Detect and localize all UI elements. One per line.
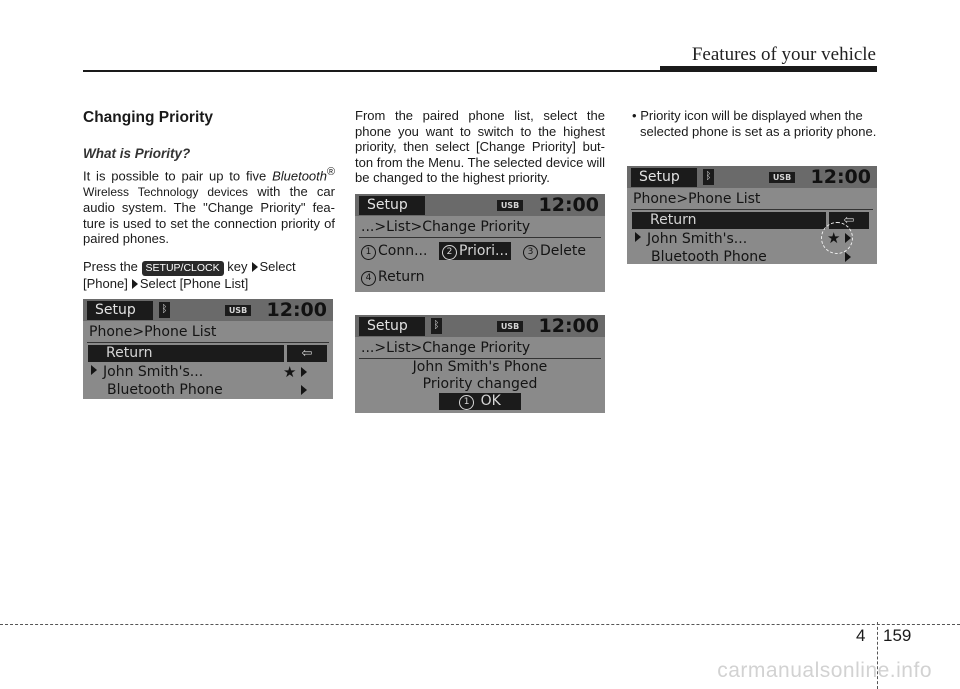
column-right (628, 108, 878, 151)
instruction: Press the SETUP/CLOCK key Select [Phone] Select [Phone List] (83, 258, 296, 291)
setup-tab: Setup (87, 301, 153, 320)
screen-phone-list (83, 299, 333, 399)
bluetooth-icon: ᛒ (703, 169, 714, 185)
priority-icon-note: • Priority icon will be displayed when the selected phone is set as a priority phone. (632, 108, 877, 139)
section-title: Features of your vehicle (691, 44, 876, 65)
back-icon: ⇦ (829, 212, 869, 229)
clock-display: 12:00 (538, 315, 599, 337)
bluetooth-icon: ᛒ (431, 318, 442, 334)
page-number: 159 (883, 626, 912, 645)
chapter-number: 4 (856, 626, 866, 645)
clock-display: 12:00 (538, 194, 599, 216)
triangle-arrow-icon (132, 279, 138, 289)
menu-item-return: 4 Return (361, 268, 424, 286)
bluetooth-icon: ᛒ (159, 302, 170, 318)
menu-item-delete: 3 Delete (523, 242, 586, 260)
list-item-device: Bluetooth Phone (651, 249, 767, 264)
screen-title: Phone>Phone List (633, 191, 761, 207)
triangle-arrow-icon (635, 232, 641, 242)
message-line-1: John Smith's Phone (412, 359, 548, 375)
menu-item-connect: 1 Conn... (361, 242, 427, 260)
header-rule-thin (83, 70, 660, 72)
usb-badge: USB (497, 321, 523, 332)
usb-badge: USB (769, 172, 795, 183)
setup-tab: Setup (359, 196, 425, 215)
change-priority-instruction: From the paired phone list, select the phone you want to switch to the highest priority, then select [Change Priority] but-ton from the Menu. The selected device will be changed to the highest priority. (355, 108, 605, 185)
list-item-phone-name: John Smith's... (91, 363, 203, 381)
star-icon: ★ (827, 229, 841, 247)
watermark: carmanualsonline.info (717, 659, 932, 682)
message-line-2: Priority changed (422, 376, 538, 392)
bluetooth-trademark: Bluetooth (272, 168, 327, 184)
usb-badge: USB (497, 200, 523, 211)
setup-tab: Setup (359, 317, 425, 336)
clock-display: 12:00 (810, 166, 871, 188)
list-item-phone-name: John Smith's... (635, 230, 747, 248)
header-rule-thick (660, 66, 877, 72)
screen-priority-changed (355, 315, 605, 413)
arrow-right-icon (301, 367, 307, 377)
star-icon: ★ (283, 363, 297, 381)
screen-title: ...>List>Change Priority (361, 340, 531, 356)
section-heading: Changing Priority (83, 109, 214, 126)
setup-tab: Setup (631, 168, 697, 187)
column-left (83, 108, 335, 303)
triangle-arrow-icon (252, 262, 258, 272)
ok-button: 1 OK (439, 393, 521, 410)
triangle-arrow-icon (91, 365, 97, 375)
arrow-right-icon (845, 252, 851, 262)
usb-badge: USB (225, 305, 251, 316)
clock-display: 12:00 (266, 299, 327, 321)
return-bar: Return (88, 345, 284, 362)
back-icon: ⇦ (287, 345, 327, 362)
return-bar: Return (632, 212, 826, 229)
screen-title: ...>List>Change Priority (361, 219, 531, 235)
column-middle (355, 108, 605, 198)
screen-title: Phone>Phone List (89, 324, 217, 340)
screen-change-priority-menu (355, 194, 605, 292)
priority-explanation: It is possible to pair up to five Bluetooth® Wireless Technology devices with the car audio system. The "Change Priority" fea-ture is used to set the connection priority of paired phones. (83, 166, 335, 247)
arrow-right-icon (301, 385, 307, 395)
subheading: What is Priority? (83, 145, 191, 161)
footer-rule (0, 624, 960, 625)
list-item-device: Bluetooth Phone (107, 382, 223, 398)
screen-phone-list-priority (627, 166, 877, 264)
arrow-right-icon (845, 233, 851, 243)
menu-item-priority: 2 Priori... (439, 242, 511, 260)
setup-clock-key-badge: SETUP/CLOCK (142, 261, 224, 276)
